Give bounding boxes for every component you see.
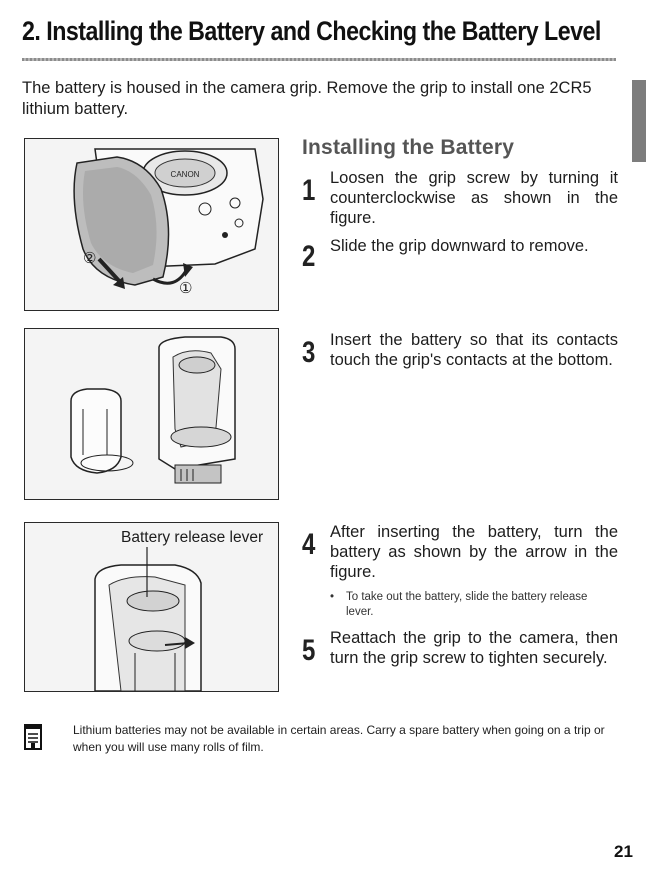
bullet-text: To take out the battery, slide the battery release lever. bbox=[346, 591, 588, 618]
step-number: 2 bbox=[302, 240, 316, 273]
step-number: 1 bbox=[302, 174, 316, 207]
title-divider bbox=[22, 58, 616, 61]
page-title: 2. Installing the Battery and Checking the Battery Level bbox=[22, 16, 601, 46]
callout-2: ② bbox=[83, 249, 97, 267]
section-thumb-tab bbox=[632, 80, 646, 162]
camera-grip-illustration bbox=[25, 139, 278, 310]
step-text: After inserting the battery, turn the battery as shown by the arrow in the figure. bbox=[330, 523, 618, 581]
step-number: 3 bbox=[302, 336, 316, 369]
callout-1: ① bbox=[179, 279, 193, 297]
bullet-mark: • bbox=[330, 591, 335, 603]
battery-release-lever-label: Battery release lever bbox=[121, 529, 264, 546]
figure-grip-removal bbox=[24, 138, 279, 311]
note-text: Lithium batteries may not be available in certain areas. Carry a spare battery when going on a trip or when you will use many rolls of film. bbox=[73, 723, 605, 754]
step-text: Reattach the grip to the camera, then turn the grip screw to tighten securely. bbox=[330, 629, 618, 667]
step-number: 4 bbox=[302, 528, 316, 561]
step-text: Slide the grip downward to remove. bbox=[330, 237, 589, 255]
figure-battery-release bbox=[24, 522, 279, 692]
battery-grip-illustration bbox=[25, 329, 278, 499]
intro-paragraph: The battery is housed in the camera grip. Remove the grip to install one 2CR5 lithium battery. bbox=[22, 79, 592, 118]
step-text: Insert the battery so that its contacts touch the grip's contacts at the bottom. bbox=[330, 331, 618, 369]
step-text: Loosen the grip screw by turning it counterclockwise as shown in the figure. bbox=[330, 169, 618, 227]
battery-release-illustration bbox=[25, 523, 278, 691]
page-number: 21 bbox=[614, 842, 633, 861]
figure-battery-insertion bbox=[24, 328, 279, 500]
step-number: 5 bbox=[302, 634, 316, 667]
section-heading: Installing the Battery bbox=[302, 136, 515, 159]
memo-icon bbox=[24, 724, 42, 750]
camera-badge: CANON bbox=[170, 170, 200, 179]
